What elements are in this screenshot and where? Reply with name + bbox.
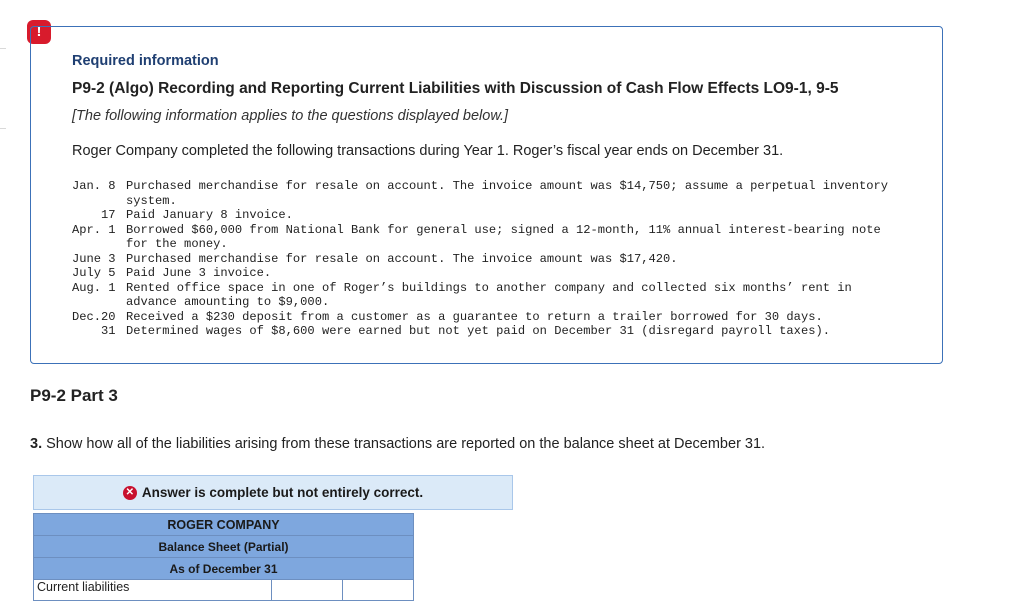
transaction-text: Borrowed $60,000 from National Bank for general use; signed a 12-month, 11% annual interest-bearing note for the money. (126, 222, 889, 251)
alert-icon: ! (27, 20, 51, 44)
transaction-date: 17 (72, 208, 116, 222)
part-title: P9-2 Part 3 (30, 386, 118, 405)
transaction-text: Determined wages of $8,600 were earned but not yet paid on December 31 (disregard payroll taxes). (126, 324, 830, 338)
required-information-heading: Required information (72, 53, 219, 69)
intro-text: Roger Company completed the following transactions during Year 1. Roger’s fiscal year ends on December 31. (72, 143, 784, 159)
table-row (34, 580, 414, 601)
transaction-row (72, 223, 906, 252)
transaction-text: Purchased merchandise for resale on account. The invoice amount was $14,750; assume a perpetual inventory system. (126, 179, 896, 208)
transaction-text: Purchased merchandise for resale on account. The invoice amount was $17,420. (126, 251, 678, 266)
transaction-date: 31 (72, 324, 116, 338)
transaction-text: Rented office space in one of Roger’s buildings to another company and collected six months’ rent in advance amounting to $9,000. (126, 280, 860, 309)
transaction-date: Dec.20 (72, 309, 116, 324)
divider (0, 128, 6, 129)
transaction-row (72, 179, 906, 208)
x-circle-icon: ✕ (123, 486, 137, 500)
transaction-text: Paid January 8 invoice. (126, 208, 293, 222)
transaction-date: Aug. 1 (72, 280, 116, 295)
statement-date: As of December 31 (34, 558, 414, 580)
transaction-date: July 5 (72, 266, 116, 280)
transaction-row (72, 266, 906, 281)
transaction-row (72, 324, 906, 339)
transactions-list (72, 179, 906, 339)
company-name: ROGER COMPANY (34, 514, 414, 536)
transaction-row (72, 281, 906, 310)
transaction-date: June 3 (72, 251, 116, 266)
amount-input[interactable] (271, 580, 342, 601)
applies-note: [The following information applies to the questions displayed below.] (72, 108, 509, 124)
question-number: 3. (30, 436, 43, 452)
transaction-row (72, 310, 906, 325)
balance-sheet-table (33, 513, 414, 601)
row-label: Current liabilities (34, 580, 272, 601)
transaction-text: Paid June 3 invoice. (126, 266, 272, 280)
problem-title: P9-2 (Algo) Recording and Reporting Current Liabilities with Discussion of Cash Flow Effects LO9-1, 9-5 (72, 80, 839, 97)
divider (0, 48, 6, 49)
question-text: Show how all of the liabilities arising from these transactions are reported on the balance sheet at December 31. (46, 436, 766, 452)
transaction-date: Jan. 8 (72, 179, 116, 193)
transaction-row (72, 252, 906, 267)
transaction-row (72, 208, 906, 223)
statement-title: Balance Sheet (Partial) (34, 536, 414, 558)
transaction-date: Apr. 1 (72, 222, 116, 237)
answer-status-text: Answer is complete but not entirely correct. (141, 485, 424, 500)
transaction-text: Received a $230 deposit from a customer as a guarantee to return a trailer borrowed for 30 days. (126, 309, 823, 324)
answer-status-banner (33, 475, 513, 510)
total-input[interactable] (342, 580, 413, 601)
question (30, 436, 765, 452)
